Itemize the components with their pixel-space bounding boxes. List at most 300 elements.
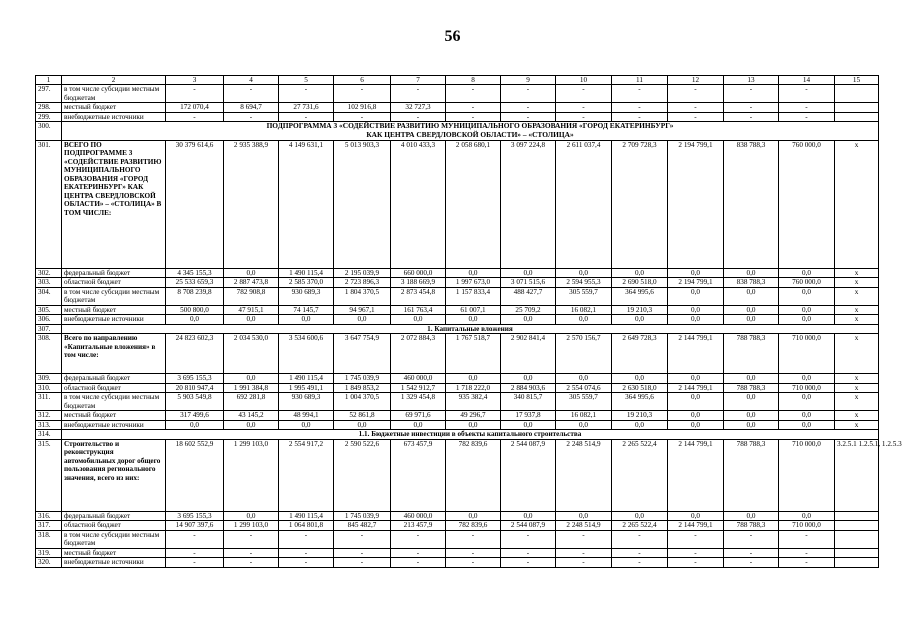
page-number: 56 — [444, 28, 461, 45]
value-cell: 760 000,0 — [779, 140, 835, 268]
value-cell: 2 935 388,9 — [224, 140, 279, 268]
value-cell: 0,0 — [556, 374, 612, 383]
value-cell: 0,0 — [612, 511, 668, 520]
value-cell: 0,0 — [224, 268, 279, 277]
value-cell: - — [224, 530, 279, 548]
value-cell: 838 788,3 — [724, 278, 779, 287]
value-cell: 0,0 — [501, 268, 556, 277]
value-cell: - — [612, 530, 668, 548]
value-cell: 69 971,6 — [391, 411, 446, 420]
value-cell: 74 145,7 — [279, 305, 334, 314]
note-cell: x — [835, 315, 879, 324]
note-cell: x — [835, 411, 879, 420]
value-cell: - — [166, 112, 224, 121]
value-cell: 2 723 896,3 — [334, 278, 391, 287]
row-name: внебюджетные источники — [62, 558, 166, 567]
value-cell: 660 000,0 — [391, 268, 446, 277]
value-cell: - — [779, 530, 835, 548]
value-cell: 2 649 728,3 — [612, 334, 668, 374]
value-cell: 0,0 — [334, 420, 391, 429]
table-body — [36, 76, 902, 568]
value-cell: - — [446, 103, 501, 112]
value-cell: 3 071 515,6 — [501, 278, 556, 287]
value-cell: 0,0 — [166, 420, 224, 429]
note-cell — [835, 103, 879, 112]
value-cell: 788 788,3 — [724, 334, 779, 374]
value-cell: 161 763,4 — [391, 305, 446, 314]
value-cell: 2 630 518,0 — [612, 383, 668, 392]
row-number: 310. — [36, 383, 62, 392]
value-cell: - — [334, 530, 391, 548]
value-cell: 0,0 — [612, 374, 668, 383]
row-number: 312. — [36, 411, 62, 420]
value-cell: - — [446, 558, 501, 567]
value-cell: 3 097 224,8 — [501, 140, 556, 268]
value-cell: 1 804 370,5 — [334, 287, 391, 305]
value-cell: 2 570 156,7 — [556, 334, 612, 374]
value-cell: 1 004 370,5 — [334, 393, 391, 411]
row-number: 297. — [36, 85, 62, 103]
row-name: Всего по направлению «Капитальные вложения» в том числе: — [62, 334, 166, 374]
value-cell: 710 000,0 — [779, 334, 835, 374]
section-title-line: КАК ЦЕНТРА СВЕРДЛОВСКОЙ ОБЛАСТИ» – «СТОЛИЦА» — [366, 130, 574, 140]
value-cell: 0,0 — [446, 268, 501, 277]
column-number: 1 — [36, 76, 62, 85]
value-cell: - — [724, 103, 779, 112]
value-cell: 0,0 — [668, 420, 724, 429]
column-number: 4 — [224, 76, 279, 85]
value-cell: 782 908,8 — [224, 287, 279, 305]
column-number: 15 — [835, 76, 879, 85]
value-cell: 305 559,7 — [556, 287, 612, 305]
table-row — [36, 411, 879, 420]
value-cell: 692 281,8 — [224, 393, 279, 411]
value-cell: 48 994,1 — [279, 411, 334, 420]
value-cell: 0,0 — [724, 315, 779, 324]
value-cell: 4 010 433,3 — [391, 140, 446, 268]
section-title-line: 1.1. Бюджетные инвестиции в объекты капитального строительства — [358, 430, 582, 439]
value-cell: 2 265 522,4 — [612, 439, 668, 511]
row-name: в том числе субсидии местным бюджетам — [62, 85, 166, 103]
value-cell: - — [391, 112, 446, 121]
value-cell: - — [612, 558, 668, 567]
value-cell: 0,0 — [779, 305, 835, 314]
value-cell: 1 991 384,8 — [224, 383, 279, 392]
table-row — [36, 278, 879, 287]
value-cell: - — [224, 548, 279, 557]
value-cell: 500 800,0 — [166, 305, 224, 314]
column-number: 14 — [779, 76, 835, 85]
table-row — [36, 103, 879, 112]
value-cell: - — [446, 112, 501, 121]
table-row — [36, 521, 879, 530]
row-name: Строительство и реконструкция автомобильных дорог общего пользования регионального значения, всего из них: — [62, 439, 166, 511]
value-cell: 782 839,6 — [446, 439, 501, 511]
row-number: 305. — [36, 305, 62, 314]
value-cell: 0,0 — [668, 411, 724, 420]
value-cell: 4 149 631,1 — [279, 140, 334, 268]
value-cell: 2 144 799,1 — [668, 383, 724, 392]
value-cell: - — [334, 85, 391, 103]
value-cell: 0,0 — [724, 411, 779, 420]
row-number: 302. — [36, 268, 62, 277]
value-cell: 24 823 602,3 — [166, 334, 224, 374]
value-cell: 2 195 039,9 — [334, 268, 391, 277]
note-cell — [835, 558, 879, 567]
value-cell: 0,0 — [668, 374, 724, 383]
value-cell: 460 000,0 — [391, 374, 446, 383]
value-cell: 0,0 — [501, 374, 556, 383]
value-cell: 0,0 — [668, 511, 724, 520]
value-cell: 0,0 — [668, 287, 724, 305]
value-cell: - — [724, 530, 779, 548]
row-number: 313. — [36, 420, 62, 429]
note-cell: 3.2.5.1 1.2.5.1, 1.2.5.3 — [835, 439, 879, 511]
value-cell: 0,0 — [446, 511, 501, 520]
value-cell: 2 873 454,8 — [391, 287, 446, 305]
table-row — [36, 383, 879, 392]
note-cell: x — [835, 268, 879, 277]
value-cell: - — [391, 85, 446, 103]
value-cell: 3 534 600,6 — [279, 334, 334, 374]
value-cell: 0,0 — [279, 420, 334, 429]
value-cell: - — [279, 548, 334, 557]
value-cell: 2 072 884,3 — [391, 334, 446, 374]
value-cell: 1 542 912,7 — [391, 383, 446, 392]
value-cell: - — [668, 548, 724, 557]
value-cell: 0,0 — [446, 420, 501, 429]
value-cell: 0,0 — [501, 511, 556, 520]
value-cell: 0,0 — [224, 374, 279, 383]
row-name: областной бюджет — [62, 383, 166, 392]
value-cell: 2 585 370,0 — [279, 278, 334, 287]
note-cell — [835, 112, 879, 121]
row-name: местный бюджет — [62, 411, 166, 420]
value-cell: 0,0 — [612, 268, 668, 277]
section-title — [62, 324, 879, 333]
table-row — [36, 548, 879, 557]
table-row — [36, 511, 879, 520]
value-cell: 0,0 — [724, 420, 779, 429]
value-cell: - — [612, 85, 668, 103]
value-cell: 1 299 103,0 — [224, 439, 279, 511]
row-number: 300. — [36, 122, 62, 140]
row-name: федеральный бюджет — [62, 511, 166, 520]
value-cell: - — [612, 112, 668, 121]
column-number: 6 — [334, 76, 391, 85]
value-cell: - — [779, 103, 835, 112]
value-cell: 0,0 — [501, 315, 556, 324]
value-cell: 14 907 397,6 — [166, 521, 224, 530]
value-cell: 4 345 155,3 — [166, 268, 224, 277]
row-name: областной бюджет — [62, 521, 166, 530]
value-cell: 0,0 — [668, 315, 724, 324]
value-cell: 8 694,7 — [224, 103, 279, 112]
value-cell: 27 731,6 — [279, 103, 334, 112]
value-cell: 760 000,0 — [779, 278, 835, 287]
column-number: 7 — [391, 76, 446, 85]
value-cell: 710 000,0 — [779, 439, 835, 511]
value-cell: 2 884 903,6 — [501, 383, 556, 392]
row-number: 320. — [36, 558, 62, 567]
value-cell: 16 082,1 — [556, 411, 612, 420]
value-cell: - — [501, 112, 556, 121]
value-cell: 1 718 222,0 — [446, 383, 501, 392]
value-cell: - — [334, 548, 391, 557]
value-cell: 0,0 — [668, 268, 724, 277]
value-cell: - — [501, 103, 556, 112]
value-cell: - — [166, 85, 224, 103]
note-cell: x — [835, 305, 879, 314]
value-cell: 1 997 673,0 — [446, 278, 501, 287]
table-row — [36, 558, 879, 567]
section-row — [36, 122, 879, 140]
value-cell: 2 887 473,8 — [224, 278, 279, 287]
value-cell: 340 815,7 — [501, 393, 556, 411]
column-number: 2 — [62, 76, 166, 85]
value-cell: 1 299 103,0 — [224, 521, 279, 530]
value-cell: 0,0 — [224, 315, 279, 324]
value-cell: - — [779, 558, 835, 567]
value-cell: - — [612, 103, 668, 112]
note-cell: x — [835, 278, 879, 287]
value-cell: 1 329 454,8 — [391, 393, 446, 411]
value-cell: 0,0 — [724, 305, 779, 314]
value-cell: 1 490 115,4 — [279, 268, 334, 277]
row-number: 315. — [36, 439, 62, 511]
value-cell: 0,0 — [224, 420, 279, 429]
value-cell: 930 689,3 — [279, 287, 334, 305]
value-cell: 0,0 — [668, 305, 724, 314]
value-cell: 25 709,2 — [501, 305, 556, 314]
value-cell: 2 248 514,9 — [556, 521, 612, 530]
value-cell: 0,0 — [501, 420, 556, 429]
table-row — [36, 530, 879, 548]
row-number: 307. — [36, 324, 62, 333]
note-cell: x — [835, 287, 879, 305]
value-cell: 3 695 155,3 — [166, 374, 224, 383]
value-cell: - — [224, 112, 279, 121]
value-cell: 102 916,8 — [334, 103, 391, 112]
value-cell: - — [446, 85, 501, 103]
budget-table — [35, 75, 902, 568]
value-cell: 317 499,6 — [166, 411, 224, 420]
value-cell: - — [334, 558, 391, 567]
value-cell: 364 995,6 — [612, 393, 668, 411]
value-cell: - — [724, 548, 779, 557]
value-cell: 1 745 039,9 — [334, 374, 391, 383]
value-cell: 0,0 — [724, 374, 779, 383]
row-name: ВСЕГО ПО ПОДПРОГРАММЕ 3 «СОДЕЙСТВИЕ РАЗВИТИЮ МУНИЦИПАЛЬНОГО ОБРАЗОВАНИЯ «ГОРОД ЕКАТЕРИНБУРГ» КАК ЦЕНТРА СВЕРДЛОВСКОЙ ОБЛАСТИ» – «СТОЛИЦА» В ТОМ ЧИСЛЕ: — [62, 140, 166, 268]
row-name: внебюджетные источники — [62, 112, 166, 121]
row-number: 311. — [36, 393, 62, 411]
value-cell: - — [391, 548, 446, 557]
value-cell: 0,0 — [779, 420, 835, 429]
table-row — [36, 140, 879, 268]
value-cell: 2 034 530,0 — [224, 334, 279, 374]
row-name: федеральный бюджет — [62, 374, 166, 383]
row-name: внебюджетные источники — [62, 420, 166, 429]
value-cell: 673 457,9 — [391, 439, 446, 511]
table-row — [36, 287, 879, 305]
value-cell: 788 788,3 — [724, 439, 779, 511]
value-cell: - — [279, 85, 334, 103]
value-cell: 172 070,4 — [166, 103, 224, 112]
value-cell: 1 745 039,9 — [334, 511, 391, 520]
value-cell: 0,0 — [556, 511, 612, 520]
value-cell: 0,0 — [556, 268, 612, 277]
value-cell: 364 995,6 — [612, 287, 668, 305]
value-cell: 0,0 — [391, 420, 446, 429]
value-cell: 17 937,8 — [501, 411, 556, 420]
value-cell: - — [724, 558, 779, 567]
value-cell: 2 248 514,9 — [556, 439, 612, 511]
value-cell: 2 554 074,6 — [556, 383, 612, 392]
table-row — [36, 439, 879, 511]
row-number: 308. — [36, 334, 62, 374]
value-cell: 0,0 — [779, 411, 835, 420]
column-number: 9 — [501, 76, 556, 85]
value-cell: - — [668, 103, 724, 112]
value-cell: 2 544 087,9 — [501, 521, 556, 530]
value-cell: - — [279, 530, 334, 548]
row-name: в том числе субсидии местным бюджетам — [62, 530, 166, 548]
column-number: 11 — [612, 76, 668, 85]
value-cell: 2 194 799,1 — [668, 278, 724, 287]
value-cell: 3 695 155,3 — [166, 511, 224, 520]
value-cell: 0,0 — [779, 511, 835, 520]
value-cell: 49 296,7 — [446, 411, 501, 420]
value-cell: - — [556, 530, 612, 548]
row-number: 301. — [36, 140, 62, 268]
value-cell: 0,0 — [612, 420, 668, 429]
value-cell: 488 427,7 — [501, 287, 556, 305]
value-cell: 0,0 — [446, 315, 501, 324]
row-number: 319. — [36, 548, 62, 557]
value-cell: 0,0 — [224, 511, 279, 520]
value-cell: 2 144 799,1 — [668, 521, 724, 530]
value-cell: 3 188 669,9 — [391, 278, 446, 287]
note-cell — [835, 521, 879, 530]
value-cell: 788 788,3 — [724, 383, 779, 392]
value-cell: - — [166, 530, 224, 548]
value-cell: 0,0 — [556, 420, 612, 429]
row-name: внебюджетные источники — [62, 315, 166, 324]
section-title — [62, 430, 879, 439]
row-name: в том числе субсидии местным бюджетам — [62, 287, 166, 305]
value-cell: 47 915,1 — [224, 305, 279, 314]
value-cell: 845 482,7 — [334, 521, 391, 530]
value-cell: - — [391, 530, 446, 548]
value-cell: 30 379 614,6 — [166, 140, 224, 268]
value-cell: 782 839,6 — [446, 521, 501, 530]
row-name: местный бюджет — [62, 305, 166, 314]
value-cell: 935 382,4 — [446, 393, 501, 411]
value-cell: 5 013 903,3 — [334, 140, 391, 268]
value-cell: - — [501, 85, 556, 103]
header-row — [36, 76, 879, 85]
value-cell: 0,0 — [668, 393, 724, 411]
note-cell — [835, 548, 879, 557]
value-cell: 0,0 — [779, 374, 835, 383]
row-number: 316. — [36, 511, 62, 520]
value-cell: 0,0 — [724, 511, 779, 520]
value-cell: 0,0 — [279, 315, 334, 324]
value-cell: - — [224, 558, 279, 567]
value-cell: - — [224, 85, 279, 103]
column-number: 12 — [668, 76, 724, 85]
note-cell: x — [835, 334, 879, 374]
value-cell: 52 861,8 — [334, 411, 391, 420]
row-name: в том числе субсидии местным бюджетам — [62, 393, 166, 411]
row-name: местный бюджет — [62, 103, 166, 112]
value-cell: - — [668, 558, 724, 567]
value-cell: - — [779, 112, 835, 121]
column-number: 10 — [556, 76, 612, 85]
value-cell: 0,0 — [779, 287, 835, 305]
value-cell: 213 457,9 — [391, 521, 446, 530]
note-cell: x — [835, 420, 879, 429]
note-cell: x — [835, 383, 879, 392]
value-cell: 18 602 552,9 — [166, 439, 224, 511]
note-cell — [835, 511, 879, 520]
value-cell: - — [724, 85, 779, 103]
column-number: 8 — [446, 76, 501, 85]
value-cell: 2 544 087,9 — [501, 439, 556, 511]
value-cell: 3 647 754,9 — [334, 334, 391, 374]
section-title-line: ПОДПРОГРАММА 3 «СОДЕЙСТВИЕ РАЗВИТИЮ МУНИЦИПАЛЬНОГО ОБРАЗОВАНИЯ «ГОРОД ЕКАТЕРИНБУРГ» — [266, 121, 674, 131]
row-number: 303. — [36, 278, 62, 287]
value-cell: - — [501, 530, 556, 548]
value-cell: 930 689,3 — [279, 393, 334, 411]
section-title — [62, 122, 879, 140]
value-cell: - — [334, 112, 391, 121]
value-cell: - — [556, 112, 612, 121]
value-cell: 710 000,0 — [779, 383, 835, 392]
row-number: 309. — [36, 374, 62, 383]
value-cell: 2 611 037,4 — [556, 140, 612, 268]
value-cell: 25 533 659,3 — [166, 278, 224, 287]
value-cell: 0,0 — [724, 393, 779, 411]
value-cell: - — [556, 548, 612, 557]
value-cell: 710 000,0 — [779, 521, 835, 530]
value-cell: 61 007,1 — [446, 305, 501, 314]
value-cell: 2 265 522,4 — [612, 521, 668, 530]
value-cell: - — [556, 558, 612, 567]
row-number: 304. — [36, 287, 62, 305]
value-cell: 2 690 518,0 — [612, 278, 668, 287]
value-cell: 0,0 — [724, 268, 779, 277]
value-cell: - — [279, 112, 334, 121]
note-cell — [835, 530, 879, 548]
value-cell: 2 058 680,1 — [446, 140, 501, 268]
value-cell: 0,0 — [724, 287, 779, 305]
column-number: 5 — [279, 76, 334, 85]
value-cell: 2 144 799,1 — [668, 439, 724, 511]
value-cell: 2 194 799,1 — [668, 140, 724, 268]
value-cell: 1 157 833,4 — [446, 287, 501, 305]
value-cell: 460 000,0 — [391, 511, 446, 520]
value-cell: 0,0 — [779, 268, 835, 277]
value-cell: 838 788,3 — [724, 140, 779, 268]
value-cell: 2 554 917,2 — [279, 439, 334, 511]
value-cell: 1 490 115,4 — [279, 511, 334, 520]
value-cell: - — [446, 530, 501, 548]
value-cell: 0,0 — [556, 315, 612, 324]
note-cell: x — [835, 393, 879, 411]
column-number: 3 — [166, 76, 224, 85]
value-cell: - — [668, 530, 724, 548]
